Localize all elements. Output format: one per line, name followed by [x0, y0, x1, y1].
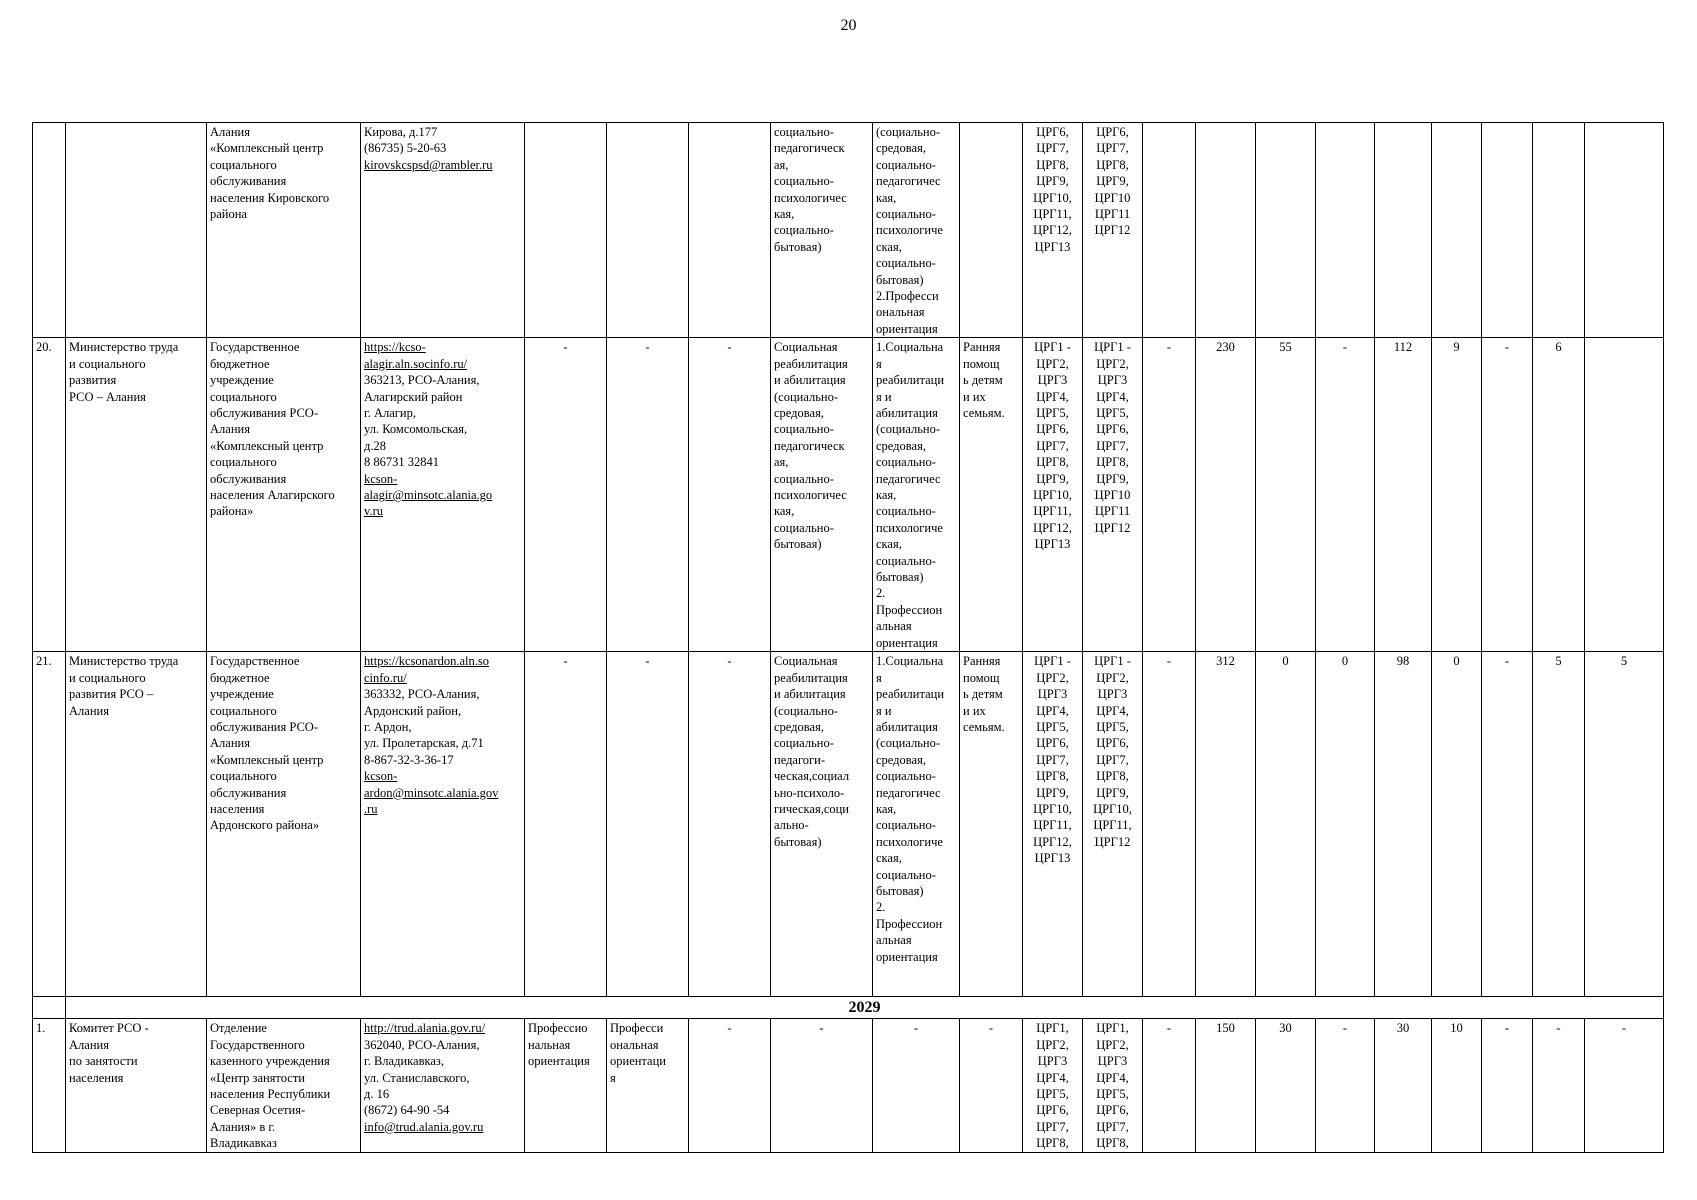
cell-col16: [1316, 123, 1375, 338]
cell-services: 1.Социальна я реабилитаци я и абилитация (социально- средовая, социально- педагогичес кая, социально- психологиче ская, социально- бытовая) 2. Профессион альная ориентация: [873, 338, 960, 652]
cell-col19: [1482, 123, 1533, 338]
cell-col15: 0: [1256, 652, 1316, 997]
cell-col17: 30: [1375, 1019, 1432, 1152]
cell-col18: 9: [1432, 338, 1482, 652]
cell-col5: -: [525, 338, 607, 652]
cell-col14: 230: [1196, 338, 1256, 652]
cell-col10: [960, 123, 1023, 338]
year-row: [33, 997, 1664, 1019]
year-header: 2029: [66, 997, 1664, 1019]
cell-num: 1.: [33, 1019, 66, 1152]
table-row: [33, 652, 1664, 997]
cell-col6: -: [607, 338, 689, 652]
cell-col17: 98: [1375, 652, 1432, 997]
address-text: Кирова, д.177 (86735) 5-20-63: [364, 125, 447, 156]
website-link[interactable]: https://kcso- alagir.aln.socinfo.ru/: [364, 340, 468, 371]
cell-services: (социально- средовая, социально- педагогичес кая, социально- психологиче ская, социально- бытовая) 2.Професси ональная ориентация: [873, 123, 960, 338]
cell-col18: 0: [1432, 652, 1482, 997]
cell-address: [361, 338, 525, 652]
cell-col14: 150: [1196, 1019, 1256, 1152]
website-link[interactable]: https://kcsonardon.aln.so cinfo.ru/: [364, 654, 489, 685]
website-link[interactable]: http://trud.alania.gov.ru/: [364, 1021, 486, 1036]
cell-col15: 55: [1256, 338, 1316, 652]
cell-col5: -: [525, 652, 607, 997]
cell-services: -: [873, 1019, 960, 1152]
cell-target-groups: ЦРГ1 - ЦРГ2, ЦРГ3 ЦРГ4, ЦРГ5, ЦРГ6, ЦРГ7, ЦРГ8, ЦРГ9, ЦРГ10, ЦРГ11, ЦРГ12, ЦРГ13: [1023, 652, 1083, 997]
cell-col7: -: [689, 1019, 771, 1152]
cell-ministry: Комитет РСО - Алания по занятости населения: [66, 1019, 207, 1152]
cell-col15: 30: [1256, 1019, 1316, 1152]
cell-early-help: Ранняя помощ ь детям и их семьям.: [960, 652, 1023, 997]
cell-col13: -: [1143, 1019, 1196, 1152]
page-number: 20: [840, 17, 857, 34]
cell-col5: [525, 123, 607, 338]
cell-rehab-type: -: [771, 1019, 873, 1152]
services-table: [32, 122, 1664, 1153]
cell-rehab-type: Социальная реабилитация и абилитация (социально- средовая, социально- педагогическ ая, социально- психологичес кая, социально- бытовая): [771, 338, 873, 652]
cell-address: [361, 652, 525, 997]
cell-col21: 5: [1585, 652, 1664, 997]
address-text: 363332, РСО-Алания, Ардонский район, г. Ардон, ул. Пролетарская, д.71 8-867-32-3-36-17: [364, 687, 484, 767]
cell-col6: [607, 123, 689, 338]
address-text: 363213, РСО-Алания, Алагирский район г. Алагир, ул. Комсомольская, д.28 8 86731 32841: [364, 373, 480, 470]
cell-target-groups-2: ЦРГ1, ЦРГ2, ЦРГ3 ЦРГ4, ЦРГ5, ЦРГ6, ЦРГ7, ЦРГ8,: [1083, 1019, 1143, 1152]
cell-col19: -: [1482, 1019, 1533, 1152]
table-row: [33, 123, 1664, 338]
cell-col7: -: [689, 652, 771, 997]
email-link[interactable]: kcson- ardon@minsotc.alania.gov .ru: [364, 769, 499, 816]
cell-col16: -: [1316, 338, 1375, 652]
email-link[interactable]: kirovskcspsd@rambler.ru: [364, 157, 493, 172]
cell-col19: -: [1482, 652, 1533, 997]
cell-num: [33, 123, 66, 338]
cell-early-help: -: [960, 1019, 1023, 1152]
cell-col7: [689, 123, 771, 338]
cell-col21: [1585, 338, 1664, 652]
cell-col13: -: [1143, 338, 1196, 652]
cell-col6: Професси ональная ориентаци я: [607, 1019, 689, 1152]
email-link[interactable]: kcson- alagir@minsotc.alania.go v.ru: [364, 471, 493, 519]
cell-col16: 0: [1316, 652, 1375, 997]
cell-col5: Профессио нальная ориентация: [525, 1019, 607, 1152]
cell-col13: [1143, 123, 1196, 338]
cell-col19: -: [1482, 338, 1533, 652]
cell-col7: -: [689, 338, 771, 652]
cell-col17: [1375, 123, 1432, 338]
cell-organization: Государственное бюджетное учреждение социального обслуживания РСО- Алания «Комплексный центр социального обслуживания населения Ардонского района»: [207, 652, 361, 997]
cell-ministry: Министерство труда и социального развития РСО – Алания: [66, 338, 207, 652]
cell-col17: 112: [1375, 338, 1432, 652]
cell-col18: 10: [1432, 1019, 1482, 1152]
email-link[interactable]: info@trud.alania.gov.ru: [364, 1119, 484, 1134]
table-row: [33, 338, 1664, 652]
cell-organization: Отделение Государственного казенного учреждения «Центр занятости населения Республики Северная Осетия- Алания» в г. Владикавказ: [207, 1019, 361, 1152]
cell-early-help: Ранняя помощ ь детям и их семьям.: [960, 338, 1023, 652]
cell-target-groups-2: ЦРГ1 - ЦРГ2, ЦРГ3 ЦРГ4, ЦРГ5, ЦРГ6, ЦРГ7, ЦРГ8, ЦРГ9, ЦРГ10 ЦРГ11 ЦРГ12: [1083, 338, 1143, 652]
cell-num: 20.: [33, 338, 66, 652]
table-row: [33, 1019, 1664, 1152]
cell-target-groups-2: ЦРГ1 - ЦРГ2, ЦРГ3 ЦРГ4, ЦРГ5, ЦРГ6, ЦРГ7, ЦРГ8, ЦРГ9, ЦРГ10, ЦРГ11, ЦРГ12: [1083, 652, 1143, 997]
cell-target-groups: ЦРГ6, ЦРГ7, ЦРГ8, ЦРГ9, ЦРГ10, ЦРГ11, ЦРГ12, ЦРГ13: [1023, 123, 1083, 338]
cell-col6: -: [607, 652, 689, 997]
address-text: 362040, РСО-Алания, г. Владикавказ, ул. Станиславского, д. 16 (8672) 64-90 -54: [364, 1037, 480, 1118]
cell-col21: -: [1585, 1019, 1664, 1152]
cell-target-groups: ЦРГ1 - ЦРГ2, ЦРГ3 ЦРГ4, ЦРГ5, ЦРГ6, ЦРГ7, ЦРГ8, ЦРГ9, ЦРГ10, ЦРГ11, ЦРГ12, ЦРГ13: [1023, 338, 1083, 652]
cell-col13: -: [1143, 652, 1196, 997]
cell-col20: [1533, 123, 1585, 338]
cell-address: [361, 123, 525, 338]
cell-organization: Алания «Комплексный центр социального обслуживания населения Кировского района: [207, 123, 361, 338]
cell-num: 21.: [33, 652, 66, 997]
cell-col14: 312: [1196, 652, 1256, 997]
cell-col20: -: [1533, 1019, 1585, 1152]
cell-ministry: Министерство труда и социального развития РСО – Алания: [66, 652, 207, 997]
cell-organization: Государственное бюджетное учреждение социального обслуживания РСО- Алания «Комплексный центр социального обслуживания населения Алагирского района»: [207, 338, 361, 652]
cell-col14: [1196, 123, 1256, 338]
cell-col21: [1585, 123, 1664, 338]
cell-target-groups-2: ЦРГ6, ЦРГ7, ЦРГ8, ЦРГ9, ЦРГ10 ЦРГ11 ЦРГ12: [1083, 123, 1143, 338]
cell-rehab-type: Социальная реабилитация и абилитация (социально- средовая, социально- педагоги- ческая,социал ьно-психоло- гическая,соци ально- бытовая): [771, 652, 873, 997]
cell-col20: 6: [1533, 338, 1585, 652]
cell-services: 1.Социальна я реабилитаци я и абилитация (социально- средовая, социально- педагогичес кая, социально- психологиче ская, социально- бытовая) 2. Профессион альная ориентация: [873, 652, 960, 997]
cell-ministry: [66, 123, 207, 338]
cell-blank: [33, 997, 66, 1019]
cell-col16: -: [1316, 1019, 1375, 1152]
cell-col18: [1432, 123, 1482, 338]
cell-rehab-type: социально- педагогическ ая, социально- психологичес кая, социально- бытовая): [771, 123, 873, 338]
cell-target-groups: ЦРГ1, ЦРГ2, ЦРГ3 ЦРГ4, ЦРГ5, ЦРГ6, ЦРГ7, ЦРГ8,: [1023, 1019, 1083, 1152]
cell-col20: 5: [1533, 652, 1585, 997]
cell-address: [361, 1019, 525, 1152]
cell-col15: [1256, 123, 1316, 338]
